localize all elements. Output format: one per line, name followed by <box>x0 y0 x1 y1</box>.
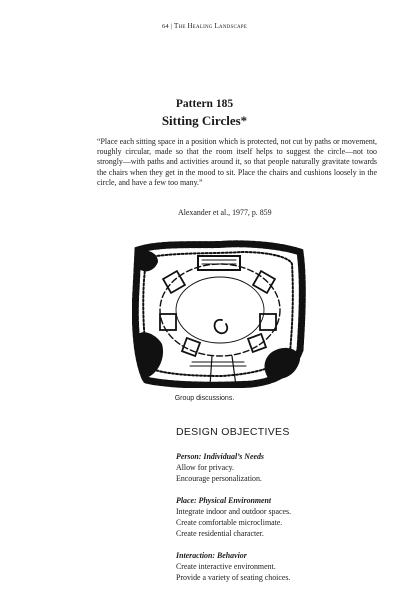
group-title: Place: Physical Environment <box>176 496 272 505</box>
objective-item: Create interactive environment. <box>176 562 276 571</box>
header-separator: | <box>170 23 173 30</box>
figure-caption: Group discussions. <box>174 395 235 402</box>
book-title: The Healing Landscape <box>174 22 248 30</box>
objective-item: Integrate indoor and outdoor spaces. <box>176 507 292 516</box>
quote-citation: Alexander et al., 1977, p. 859 <box>178 208 272 217</box>
pattern-number: Pattern 185 <box>175 98 234 110</box>
objective-group-place <box>176 495 396 539</box>
sitting-circle-sketch <box>132 240 306 388</box>
objective-item: Provide a variety of seating choices. <box>176 573 291 582</box>
objective-group-interaction <box>176 550 396 583</box>
pattern-title: Sitting Circles* <box>161 113 248 128</box>
running-header <box>0 22 409 30</box>
pattern-quote: “Place each sitting space in a position which is protected, not cut by paths or movement, roughly circular, made so that the room itself helps to suggest the circle—not too strongly—with paths and activities around it, so that people naturally gravitate towards the chairs when they get in the mood to sit. Place the chairs and cushions loosely in the circle, and have a few too many.” <box>97 137 377 187</box>
group-title: Person: Individual’s Needs <box>176 452 264 461</box>
objective-item: Allow for privacy. <box>176 463 234 472</box>
objective-group-person <box>176 451 396 484</box>
group-title: Interaction: Behavior <box>176 551 247 560</box>
page-number: 64 <box>161 23 169 30</box>
objective-item: Create residential character. <box>176 529 264 538</box>
design-objectives <box>176 426 396 594</box>
objectives-heading: DESIGN OBJECTIVES <box>176 426 290 438</box>
objective-item: Create comfortable microclimate. <box>176 518 283 527</box>
objective-item: Encourage personalization. <box>176 474 262 483</box>
